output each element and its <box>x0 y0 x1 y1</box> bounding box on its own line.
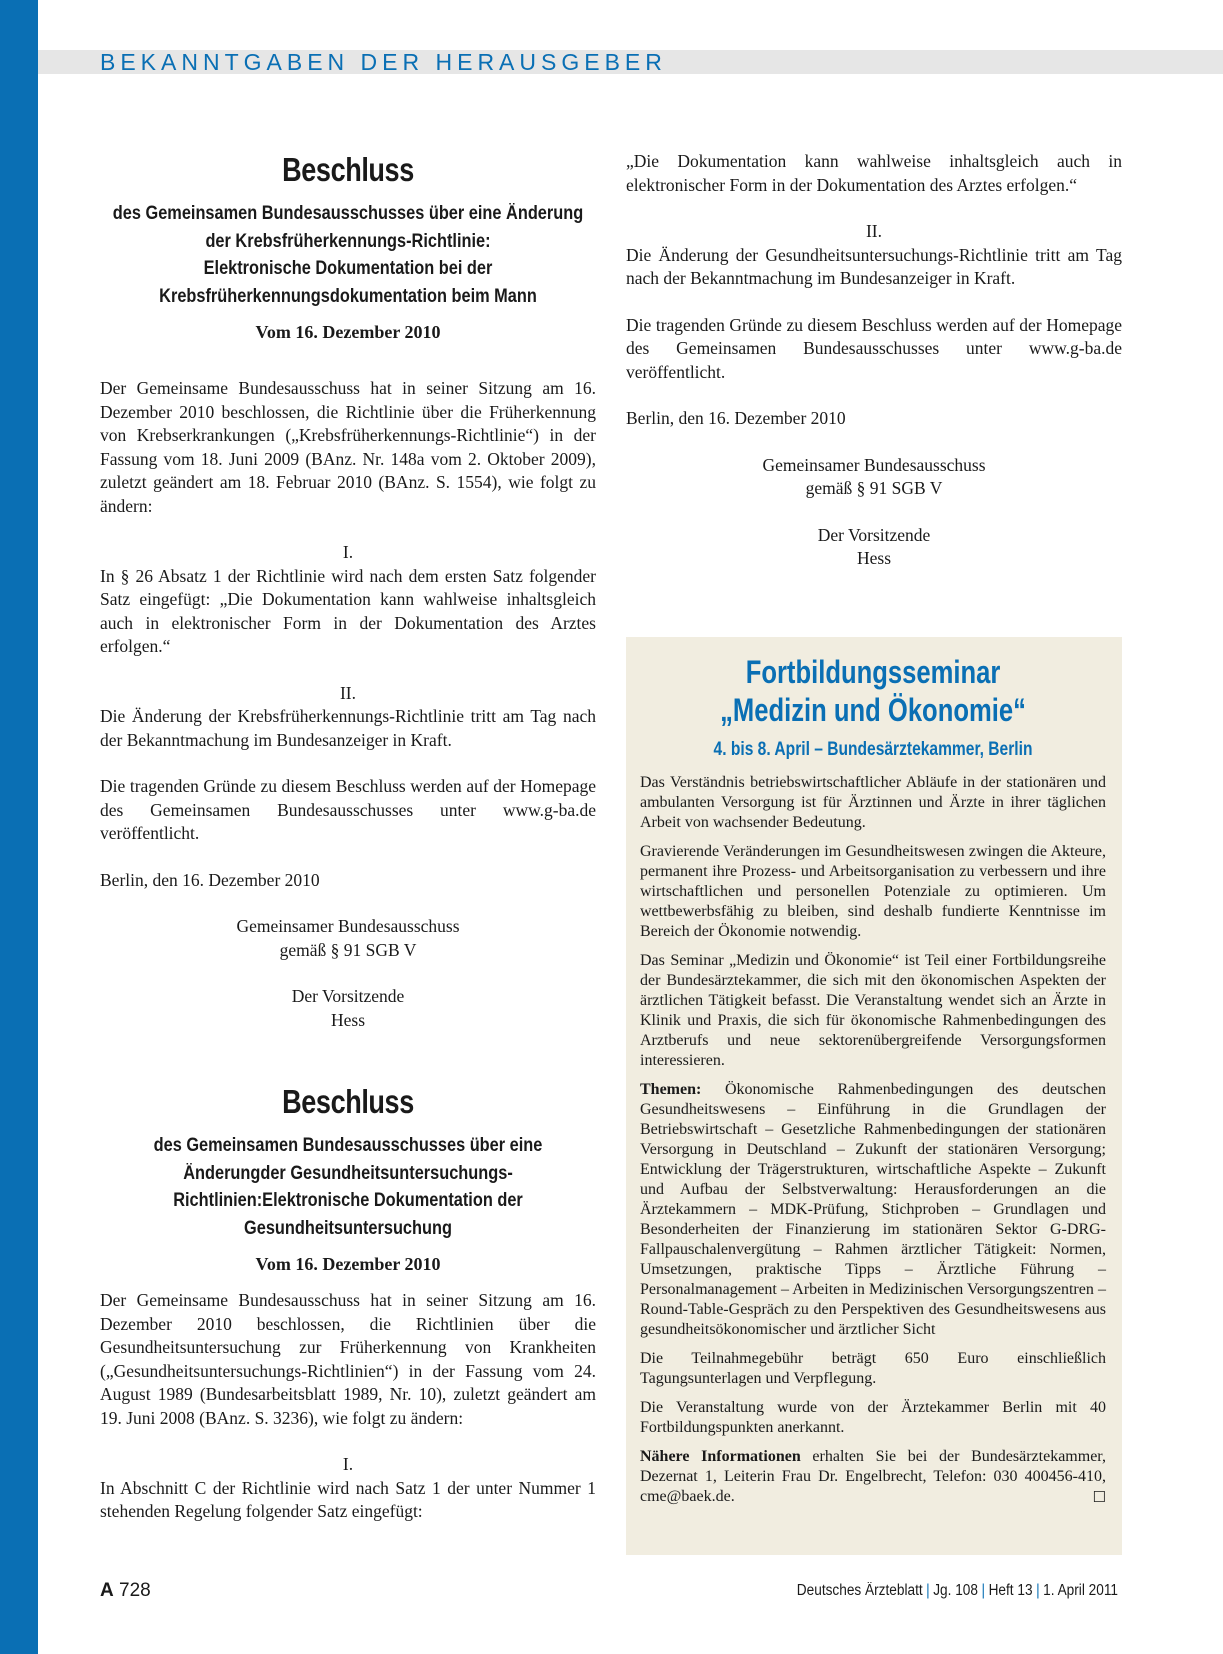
seminar-box <box>626 637 1122 1555</box>
side-color-bar <box>0 0 38 1654</box>
beschluss2-subtitle-line: Gesundheitsuntersuchung <box>244 1217 452 1239</box>
seminar-subtitle: 4. bis 8. April – Bundesärztekammer, Berlin <box>713 739 1033 760</box>
beschluss2-section1-number: I. <box>342 1454 354 1474</box>
seminar-fee: Die Teilnahmegebühr beträgt 650 Euro einschließlich Tagungsunterlagen und Verpflegung. <box>640 1350 1106 1387</box>
section-header: BEKANNTGABEN DER HERAUSGEBER <box>100 49 667 75</box>
footer-separator: | <box>1036 1582 1040 1599</box>
seminar-paragraph: Das Seminar „Medizin und Ökonomie“ ist Teil einer Fortbildungsreihe der Bundesärztekammer, die sich mit den ökonomischen Aspekten der ärztlichen Tätigkeit befasst. Die Veranstaltung wendet sich an Ärzte in Klinik und Praxis, die sich für ökonomische Rahmenbedingungen des Arztberufs und neue sektorenübergreifende Versorgungsformen interessieren. <box>640 952 1106 1069</box>
left-column <box>100 150 596 1524</box>
seminar-title-line: Fortbildungsseminar <box>745 654 1001 690</box>
journal-info <box>797 1582 1118 1600</box>
beschluss2-reasons: Die tragenden Gründe zu diesem Beschluss werden auf der Homepage des Gemeinsamen Bundesausschusses unter www.g-ba.de veröffentlicht. <box>626 314 1122 382</box>
beschluss2-section2-text: Die Änderung der Gesundheitsuntersuchungs-Richtlinie tritt am Tag nach der Bekanntmachung im Bundesanzeiger in Kraft. <box>626 244 1122 288</box>
beschluss1-section1-text: In § 26 Absatz 1 der Richtlinie wird nach dem ersten Satz folgender Satz eingefügt: „Die Dokumentation kann wahlweise inhaltsgleich auch in elektronischer Form in der Dokumentation des Arztes erfolgen.“ <box>100 565 596 656</box>
journal-date: 1. April 2011 <box>1043 1582 1118 1599</box>
beschluss1-subtitle-line: Krebsfrüherkennungsdokumentation beim Mann <box>159 285 537 307</box>
footer-separator: | <box>981 1582 986 1599</box>
seminar-topics-label: Themen: <box>640 1081 702 1098</box>
beschluss2-place-date: Berlin, den 16. Dezember 2010 <box>626 408 846 428</box>
right-column <box>626 150 1122 571</box>
beschluss1-date: Vom 16. Dezember 2010 <box>255 322 441 342</box>
beschluss2-section1-text: In Abschnitt C der Richtlinie wird nach Satz 1 der unter Nummer 1 stehenden Regelung folgender Satz eingefügt: <box>100 1477 596 1521</box>
beschluss1-intro: Der Gemeinsame Bundesausschuss hat in seiner Sitzung am 16. Dezember 2010 beschlossen, die Richtlinie über die Früherkennung von Krebserkrankungen („Krebsfrüherkennungs-Richtlinie“) in der Fassung vom 18. Juni 2009 (BAnz. Nr. 148a vom 2. Oktober 2009), zuletzt geändert am 18. Februar 2010 (BAnz. S. 1554), wie folgt zu ändern: <box>100 378 596 516</box>
beschluss2-date: Vom 16. Dezember 2010 <box>255 1254 441 1274</box>
journal-issue: Heft 13 <box>988 1582 1033 1599</box>
beschluss1-place-date: Berlin, den 16. Dezember 2010 <box>100 869 320 890</box>
beschluss1-section2-number: II. <box>339 682 357 703</box>
beschluss2-subtitle-line: Änderungder Gesundheitsuntersuchungs- <box>183 1162 513 1184</box>
page-number <box>100 1580 151 1602</box>
beschluss1-subtitle-line: der Krebsfrüherkennungs-Richtlinie: <box>205 230 491 252</box>
end-mark-icon: ☐ <box>1092 1488 1106 1506</box>
beschluss2-chair-name: Hess <box>856 548 892 568</box>
beschluss1-subtitle-line: des Gemeinsamen Bundesausschusses über eine Änderung <box>112 203 584 224</box>
beschluss1-title: Beschluss <box>282 151 414 188</box>
beschluss1-section1-number: I. <box>342 542 354 562</box>
beschluss2-org-line: gemäß § 91 SGB V <box>805 478 943 498</box>
beschluss1-subtitle-line: Elektronische Dokumentation bei der <box>203 258 493 279</box>
beschluss1-chair-title: Der Vorsitzende <box>291 986 405 1006</box>
page-number-value: 728 <box>119 1580 151 1601</box>
journal-name: Deutsches Ärzteblatt <box>796 1582 923 1599</box>
journal-volume: Jg. 108 <box>933 1582 979 1599</box>
seminar-title-line: „Medizin und Ökonomie“ <box>720 692 1026 728</box>
beschluss2-chair-title: Der Vorsitzende <box>817 524 931 545</box>
seminar-info <box>640 1447 1106 1507</box>
seminar-info-label: Nähere Informationen <box>640 1448 801 1465</box>
beschluss2-intro: Der Gemeinsame Bundesausschuss hat in seiner Sitzung am 16. Dezember 2010 beschlossen, die Richtlinien über die Gesundheitsuntersuchung zur Früherkennung von Krankheiten („Gesundheitsuntersuchungs-Richtlinien“) in der Fassung vom 24. August 1989 (Bundesarbeitsblatt 1989, Nr. 10), zuletzt geändert am 19. Juni 2008 (BAnz. S. 3236), wie folgt zu ändern: <box>100 1290 596 1428</box>
seminar-paragraph: Gravierende Veränderungen im Gesundheitswesen zwingen die Akteure, permanent ihre Prozess- und Arbeitsorganisation zu verbessern und ihre wirtschaftlichen und personellen Potenziale zu optimieren. Um wettbewerbsfähig zu bleiben, sind deshalb fundierte Kenntnisse im Bereich der Ökonomie notwendig. <box>640 843 1106 940</box>
beschluss1-chair-name: Hess <box>330 1009 366 1030</box>
seminar-topics-text: Ökonomische Rahmenbedingungen des deutschen Gesundheitswesens – Einführung in die Grundlagen der Betriebswirtschaft – Gesetzliche Rahmenbedingungen der stationären Versorgung in Deutschland – Zukunft der stationären Versorgung; Entwicklung der Trägerstrukturen, wirtschaftliche Aspekte – Zukunft und Aufbau der Selbstverwaltung: Herausforderungen an die Ärztekammern – MDK-Prüfung, Stichproben – Grundlagen und Besonderheiten der Finanzierung im stationären Sektor G-DRG-Fallpauschalenvergütung – Rahmen ärztlicher Tätigkeit: Normen, Umsetzungen, praktische Tipps – Ärztliche Führung – Personalmanagement – Arbeiten in Medizinischen Versorgungszentren – Round-Table-Gespräch zu den Perspektiven des Gesundheitswesens aus gesundheitsökonomischer und ärztlicher Sicht <box>640 1081 1106 1338</box>
seminar-paragraph: Das Verständnis betriebswirtschaftlicher Abläufe in der stationären und ambulanten Versorgung ist für Ärztinnen und Ärzte in ihrer täglichen Arbeit von wachsender Bedeutung. <box>640 774 1106 831</box>
beschluss2-subtitle-line: des Gemeinsamen Bundesausschusses über eine <box>153 1135 543 1156</box>
page-prefix: A <box>100 1580 114 1601</box>
footer-separator: | <box>926 1582 930 1599</box>
seminar-recognition: Die Veranstaltung wurde von der Ärztekammer Berlin mit 40 Fortbildungspunkten anerkannt. <box>640 1399 1106 1436</box>
beschluss2-quote: „Die Dokumentation kann wahlweise inhaltsgleich auch in elektronischer Form in der Dokumentation des Arztes erfolgen.“ <box>626 151 1122 195</box>
beschluss2-section2-number: II. <box>865 221 883 241</box>
beschluss2-subtitle-line: Richtlinien:Elektronische Dokumentation der <box>173 1190 523 1211</box>
beschluss2-org-line: Gemeinsamer Bundesausschuss <box>762 454 986 475</box>
beschluss1-org-line: Gemeinsamer Bundesausschuss <box>236 916 460 936</box>
seminar-info-text: erhalten Sie bei der Bundesärztekammer, Dezernat 1, Leiterin Frau Dr. Engelbrecht, Telefon: 030 400456-410, cme@baek.de. <box>640 1448 1106 1505</box>
beschluss2-title: Beschluss <box>282 1083 414 1120</box>
beschluss1-reasons: Die tragenden Gründe zu diesem Beschluss werden auf der Homepage des Gemeinsamen Bundesausschusses unter www.g-ba.de veröffentlicht. <box>100 776 596 843</box>
beschluss1-section2-text: Die Änderung der Krebsfrüherkennungs-Richtlinie tritt am Tag nach der Bekanntmachung im Bundesanzeiger in Kraft. <box>100 706 596 750</box>
seminar-topics <box>640 1080 1106 1340</box>
beschluss1-org-line: gemäß § 91 SGB V <box>279 939 417 960</box>
